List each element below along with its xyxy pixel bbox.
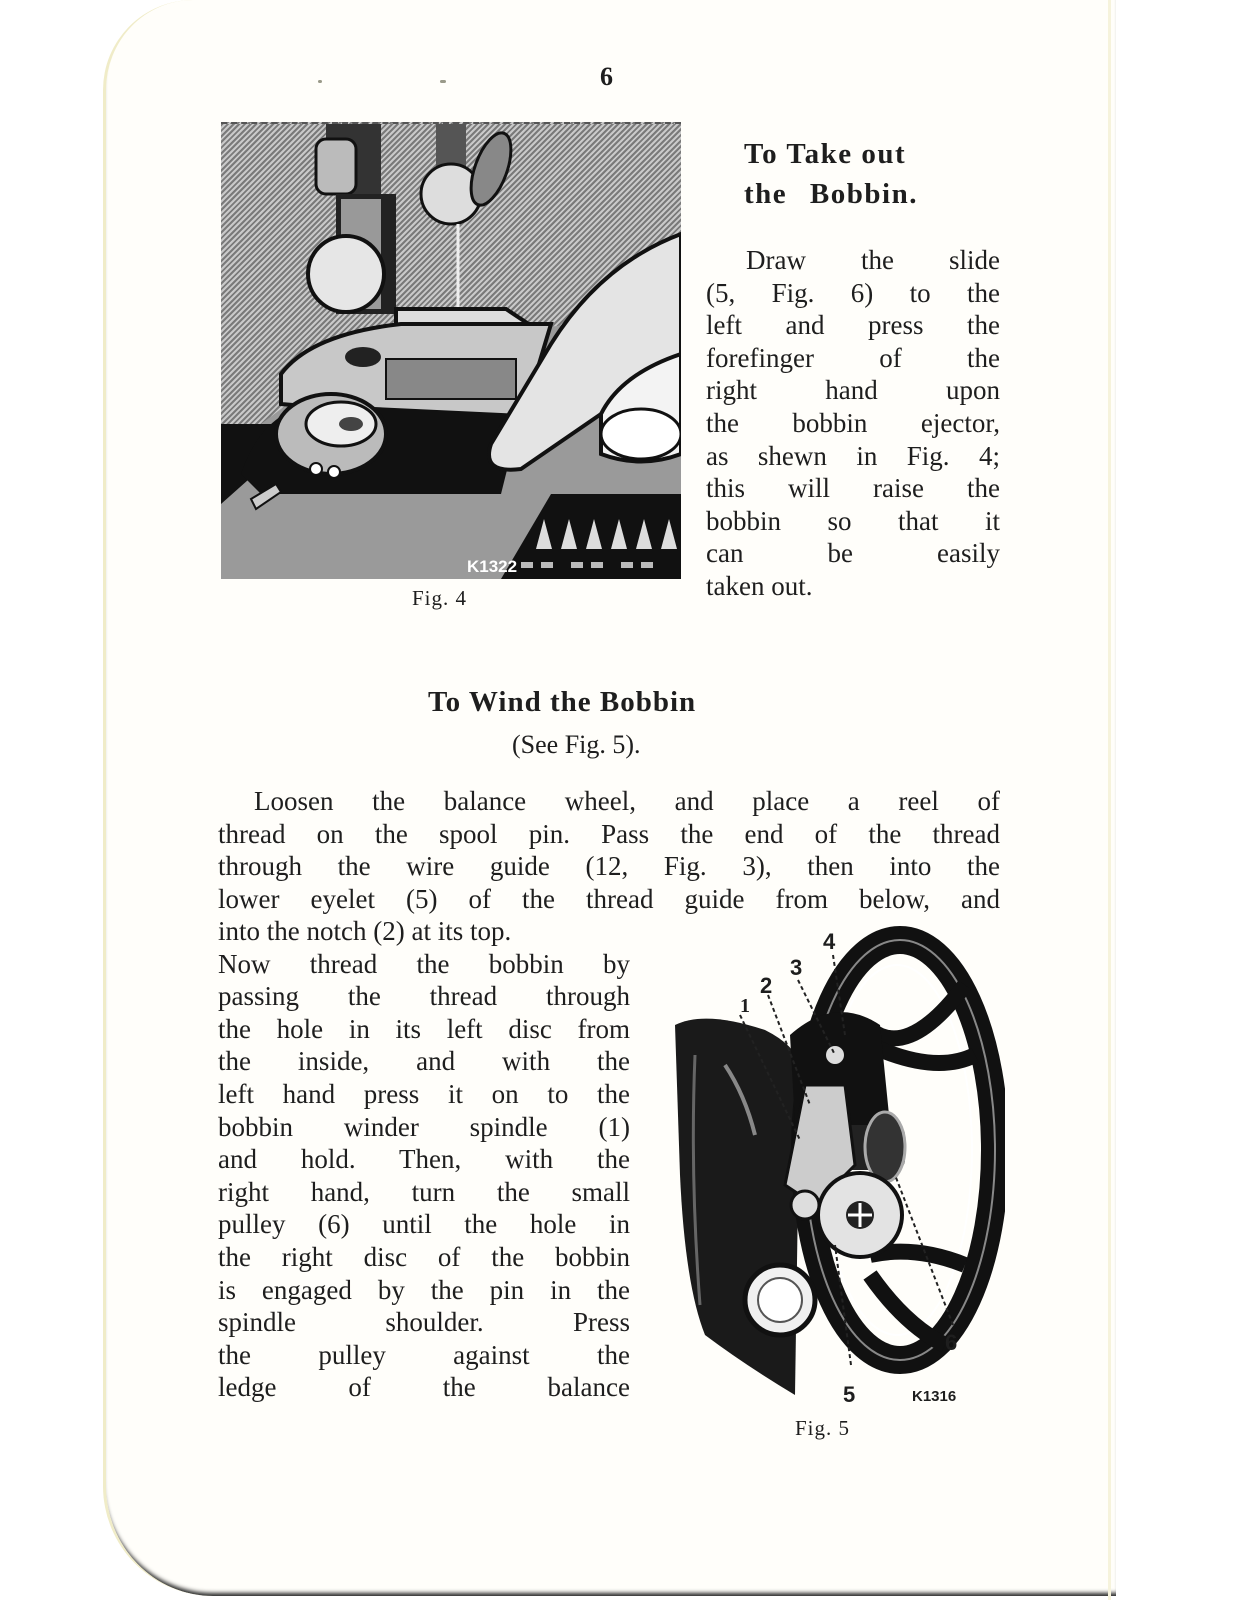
- paragraph-line: is engaged by the pin in the: [218, 1274, 630, 1305]
- wind-heading: To Wind the Bobbin: [428, 686, 697, 718]
- paragraph-line: left hand press it on to the: [218, 1078, 630, 1109]
- paragraph-line: taken out.: [706, 570, 813, 601]
- bobbin-ejector-illustration: [221, 124, 681, 579]
- wind-subheading: (See Fig. 5).: [512, 730, 641, 759]
- paragraph-line: this will raise the: [706, 473, 1000, 504]
- figure-4-ref-code: K1322: [467, 557, 518, 576]
- take-out-heading-line2: the Bobbin.: [744, 178, 918, 210]
- paragraph-line: spindle shoulder. Press: [218, 1307, 630, 1338]
- callout-5: 5: [843, 1382, 856, 1407]
- paragraph-line: lower eyelet (5) of the thread guide from below, and: [218, 883, 1000, 914]
- callout-4: 4: [823, 929, 836, 954]
- scan-speck: [318, 80, 322, 83]
- figure-5-ref-code: K1316: [912, 1388, 957, 1405]
- paragraph-line: thread on the spool pin. Pass the end of the thread: [218, 818, 1000, 849]
- paragraph-line: bobbin winder spindle (1): [218, 1111, 630, 1142]
- paragraph-line: through the wire guide (12, Fig. 3), then into the: [218, 851, 1000, 882]
- paragraph-line: into the notch (2) at its top.: [218, 916, 512, 946]
- wind-paragraph-full-width: [218, 785, 1000, 915]
- paragraph-line: and hold. Then, with the: [218, 1144, 630, 1175]
- page-edge: [1108, 0, 1111, 1600]
- paragraph-line: passing the thread through: [218, 981, 630, 1012]
- figure-4-caption: Fig. 4: [412, 586, 468, 610]
- take-out-heading-line1: To Take out: [744, 138, 907, 170]
- paragraph-line: the right disc of the bobbin: [218, 1241, 630, 1272]
- figure-5-caption: Fig. 5: [795, 1416, 851, 1440]
- figure-4-illustration: [221, 122, 681, 579]
- paragraph-line: the bobbin ejector,: [706, 407, 1000, 438]
- paragraph-line: left and press the: [706, 310, 1000, 341]
- paragraph-line: the inside, and with the: [218, 1046, 630, 1077]
- paragraph-line: pulley (6) until the hole in: [218, 1209, 630, 1240]
- callout-6: 6: [945, 1330, 958, 1355]
- figure-5-illustration: [665, 925, 1005, 1405]
- paragraph-line: bobbin so that it: [706, 505, 1000, 536]
- paragraph-line: ledge of the balance: [218, 1372, 630, 1403]
- paragraph-line: the pulley against the: [218, 1339, 630, 1370]
- paragraph-line: can be easily: [706, 538, 1000, 569]
- scan-speck: [440, 80, 446, 83]
- paragraph-line: Loosen the balance wheel, and place a reel of: [254, 786, 1000, 816]
- callout-3: 3: [790, 955, 803, 980]
- page-number: 6: [600, 62, 613, 91]
- take-out-paragraph: [706, 244, 1000, 603]
- paragraph-line: the hole in its left disc from: [218, 1013, 630, 1044]
- paragraph-line: Now thread the bobbin by: [218, 948, 630, 979]
- paragraph-line: right hand upon: [706, 375, 1000, 406]
- paragraph-line: right hand, turn the small: [218, 1176, 630, 1207]
- callout-1: 1: [740, 995, 750, 1017]
- wind-paragraph-column: [218, 915, 630, 1404]
- paragraph-line: (5, Fig. 6) to the: [706, 277, 1000, 308]
- paragraph-line: Draw the slide: [746, 245, 1000, 275]
- paragraph-line: as shewn in Fig. 4;: [706, 440, 1000, 471]
- paragraph-line: forefinger of the: [706, 342, 1000, 373]
- callout-2: 2: [760, 973, 773, 998]
